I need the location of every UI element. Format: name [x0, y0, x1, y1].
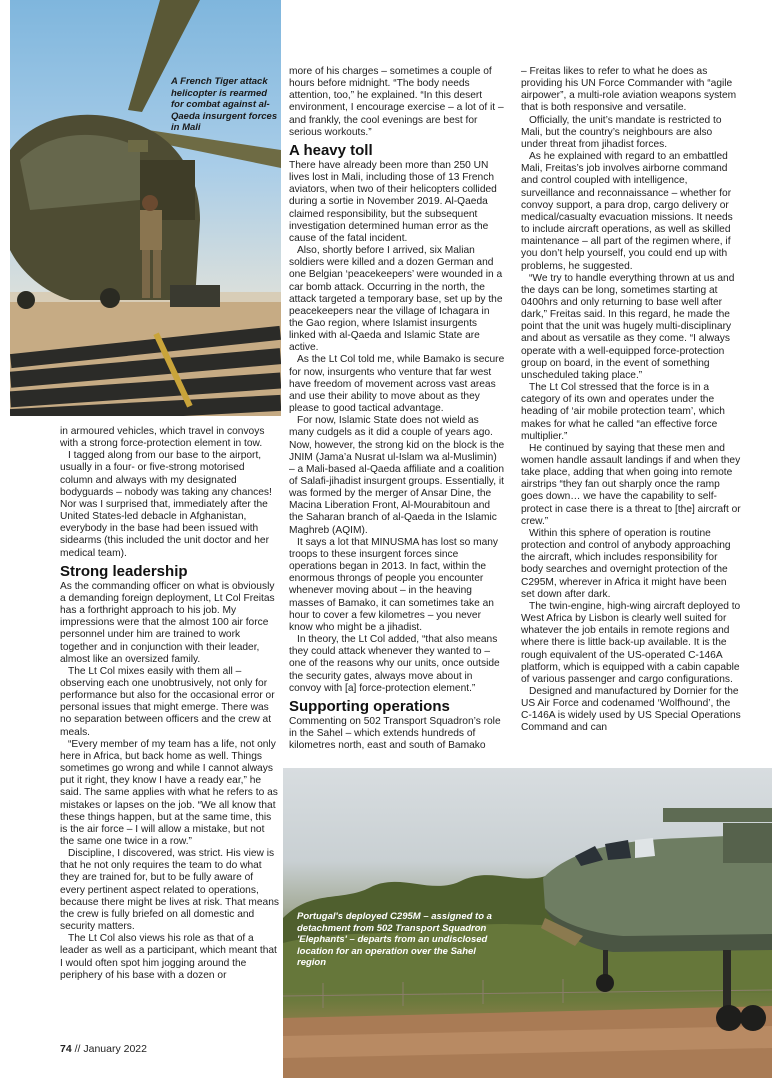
column-2 — [289, 66, 505, 752]
paragraph: Discipline, I discovered, was strict. His view is that he not only requires the team to do what they are trained for, but to be fully aware of every pertinent aspect related to operations, because there might be lives at risk. That means the crew is fully briefed on all domestic and security matters. — [60, 848, 279, 933]
paragraph: As the Lt Col told me, while Bamako is secure for now, insurgents who venture that far west have freedom of movement across vast areas and use their ability to move about as they please to good tactical advantage. — [289, 354, 505, 415]
paragraph: “Every member of my team has a life, not only here in Africa, but back home as well. Things sometimes go wrong and while I cannot always put it right, they know I have a ready ear,” he said. The same applies with what he refers to as mistakes or lapses on the job. “We all know that these things happen, but at the same time, this is the air force – I will allow a mistake, but not the same one twice in a row.” — [60, 738, 278, 847]
paragraph: It says a lot that MINUSMA has lost so many troops to these insurgent forces since operations began in 2013. In fact, within the enormous throngs of people you encounter whenever moving about – in the heaving masses of Bamako, it can sometimes take an hour to cover a few kilometres – you never know who might be a jihadist. — [289, 536, 498, 633]
page-folio — [60, 1043, 147, 1055]
paragraph: Commenting on 502 Transport Squadron’s role in the Sahel – which extends hundreds of kilometres north, east and south of Bamako — [289, 715, 501, 752]
section-heading-supporting-operations: Supporting operations — [289, 697, 450, 715]
paragraph: As he explained with regard to an embattled Mali, Freitas’s job involves airborne command and control coupled with intelligence, surveillance and reconnaissance – whether for convoy support, a para drop, cargo delivery or medical/casualty evacuation missions. It needs to include aircraft operations, as well as skilled maintenance – all part of the regimen where, if you don’t help yourself, you could end up with problems, he suggested. — [521, 151, 733, 272]
column-3 — [521, 66, 741, 735]
paragraph: The Lt Col stressed that the force is in a category of its own and operates under the heading of ‘air mobile protection team’, which makes for what he called “an effective force multiplier.” — [521, 382, 725, 442]
paragraph: As the commanding officer on what is obviously a demanding foreign deployment, Lt Col Freitas has a forthright approach to his job. My impressions were that the almost 100 air force personnel under him are trained to work together and in conjunction with their leader, almost like an oversized family. — [60, 580, 275, 665]
issue-date: January 2022 — [83, 1043, 147, 1055]
folio-separator: // — [71, 1043, 84, 1055]
helicopter-illustration — [10, 0, 281, 416]
paragraph: There have already been more than 250 UN lives lost in Mali, including those of 13 French aviators, when two of their helicopters collided during a sortie in November 2019. Al-Qaeda claimed responsibility, but the subsequent investigation determined human error as the cause of the fatal incident. — [289, 159, 497, 244]
paragraph: in armoured vehicles, which travel in convoys with a strong force-protection element in tow. — [60, 426, 265, 450]
page-number: 74 — [60, 1043, 72, 1055]
helicopter-caption: A French Tiger attack helicopter is rearmed for combat against al-Qaeda insurgent forces in Mali — [171, 76, 278, 133]
paragraph: In theory, the Lt Col added, “that also means they could attack whenever they wanted to – one of the reasons why our units, once outside the security gates, always move about in convoy with [a] force-protection element.” — [289, 634, 500, 694]
paragraph: The Lt Col also views his role as that of a leader as well as a participant, which meant that I would often spot him jogging around the periphery of his base with a dozen or — [60, 933, 277, 981]
paragraph: Officially, the unit’s mandate is restricted to Mali, but the country’s neighbours are also under threat from jihadist forces. — [521, 114, 722, 150]
section-heading-a-heavy-toll: A heavy toll — [289, 141, 373, 159]
paragraph: The twin-engine, high-wing aircraft deployed to West Africa by Lisbon is clearly well suited for whatever the job entails in remote regions and where there is little back-up available. It is the rough equivalent of the US-operated C-146A platform, which is equipped with a cabin capable of various passenger and cargo configurations. — [521, 600, 741, 685]
paragraph: – Freitas likes to refer to what he does as providing his UN Force Commander with “agile airpower”, a multi-role aviation weapons system that is both responsive and versatile. — [521, 66, 737, 114]
helicopter-photo — [10, 0, 281, 416]
column-1 — [60, 426, 280, 982]
paragraph: He continued by saying that these men and women handle assault landings if and when they take place, adding that when going into remote airstrips “they fan out sharply once the ramp goes down… we have the capability to self-protect in case there is a threat to [the] aircraft or crew.” — [521, 442, 741, 527]
paragraph: Designed and manufactured by Dornier for the US Air Force and codenamed ‘Wolfhound’, the C-146A is widely used by US Special Operations Command and can — [521, 685, 741, 734]
paragraph: I tagged along from our base to the airport, usually in a four- or five-strong motorised column and always with my designated bodyguards – nobody was taking any chances! Nor was I surprised that, immediately after the United States-led debacle in Afghanistan, everybody in the base had been issued with sidearms (this included the unit doctor and her medical team). — [60, 450, 272, 559]
paragraph: The Lt Col mixes easily with them all – observing each one unobtrusively, not only for performance but also for the occasional error or personal issues that might emerge. There was no separation between officers and the crew at meals. — [60, 665, 275, 738]
paragraph: more of his charges – sometimes a couple of hours before midnight. “The body needs attention, too,” he explained. “In this desert environment, I encourage exercise – a lot of it – and frankly, the cool evenings are best for serious workouts.” — [289, 66, 504, 138]
paragraph: “We try to handle everything thrown at us and the days can be long, sometimes starting at 0400hrs and only returning to base well after dark,” Freitas said. In this regard, he made the point that the unit was hugely multi-disciplinary and about as versatile as they come. “I always operate with a well-equipped force-protection group on board, in the event of something unscheduled taking place.” — [521, 272, 735, 381]
section-heading-strong-leadership: Strong leadership — [60, 562, 188, 580]
paragraph: Within this sphere of operation is routine protection and control of anybody approaching the aircraft, which includes responsibility for body searches and overnight protection of the C295M, wherever in Africa it might have been set down after dark. — [521, 527, 731, 600]
paragraph: Also, shortly before I arrived, six Malian soldiers were killed and a dozen German and one Belgian ‘peacekeepers’ were wounded in a car bomb attack. Occurring in the north, the attack targeted a temporary base, set up by the peacekeepers near the village of Ichagara in the Gao region, where Islamist insurgents linked with al-Qaeda and Islamic State are active. — [289, 245, 503, 354]
aircraft-caption: Portugal's deployed C295M – assigned to a detachment from 502 Transport Squadron 'Elephants' – departs from an undisclosed location for an operation over the Sahel region — [297, 911, 492, 968]
paragraph: For now, Islamic State does not wield as many cudgels as it did a couple of years ago. Now, however, the strong kid on the block is the JNIM (Jama’a Nusrat ul-Islam wa al-Muslimin) – a Mali-based al-Qaeda affiliate and a coalition of Salafi-jihadist insurgent groups. Essentially, it was formed by the merger of Ansar Dine, the Macina Liberation Front, Al-Mourabitoun and the Saharan branch of al-Qaeda in the Islamic Maghreb (AQIM). — [289, 415, 505, 536]
